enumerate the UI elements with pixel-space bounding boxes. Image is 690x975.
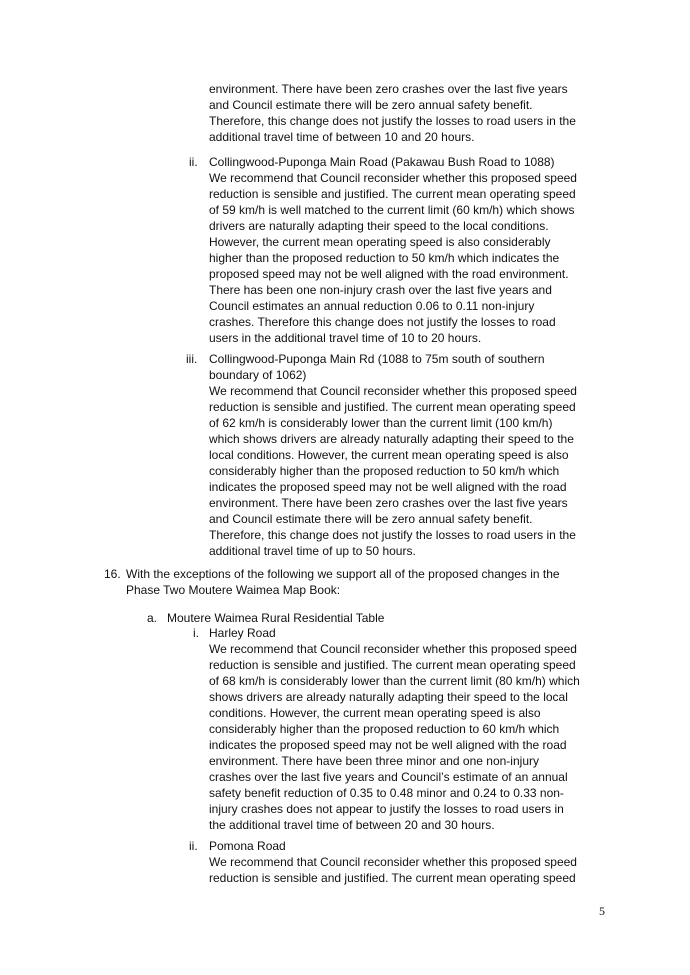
text-line: users in the additional travel time of 10 to 20 hours. xyxy=(209,331,482,345)
text-line: There has been one non-injury crash over the last five years and xyxy=(209,283,552,297)
text-line: However, the current mean operating speed is also considerably xyxy=(209,235,551,249)
list-marker: a. xyxy=(147,611,158,625)
text-line: crashes. Therefore this change does not justify the losses to road xyxy=(209,315,556,329)
item-title: Collingwood-Puponga Main Road (Pakawau Bush Road to 1088) xyxy=(209,155,555,169)
text-line: of 62 km/h is considerably lower than the current limit (100 km/h) xyxy=(209,416,553,430)
text-line: indicates the proposed speed may not be well aligned with the road xyxy=(209,480,567,494)
text-line: local conditions. However, the current mean operating speed is also xyxy=(209,448,569,462)
text-line: safety benefit reduction of 0.35 to 0.48 minor and 0.24 to 0.33 non- xyxy=(209,786,564,800)
text-line: higher than the proposed reduction to 50 km/h which indicates the xyxy=(209,251,560,265)
text-line: reduction is sensible and justified. The current mean operating speed xyxy=(209,187,576,201)
list-marker: iii. xyxy=(186,352,198,366)
item-title: Pomona Road xyxy=(209,839,286,853)
page-number: 5 xyxy=(599,904,605,918)
text-line: reduction is sensible and justified. The current mean operating speed xyxy=(209,658,576,672)
text-line: considerably higher than the proposed reduction to 60 km/h which xyxy=(209,722,560,736)
text-line: We recommend that Council reconsider whether this proposed speed xyxy=(209,171,577,185)
text-line: crashes over the last five years and Council’s estimate of an annual xyxy=(209,770,568,784)
text-line: We recommend that Council reconsider whether this proposed speed xyxy=(209,384,577,398)
text-line: Phase Two Moutere Waimea Map Book: xyxy=(126,583,341,597)
text-line: shows drivers are already naturally adapting their speed to the local xyxy=(209,690,568,704)
text-line: drivers are naturally adapting their speed to the local conditions. xyxy=(209,219,549,233)
text-line: and Council estimate there will be zero annual safety benefit. xyxy=(209,512,533,526)
text-line: reduction is sensible and justified. The current mean operating speed xyxy=(209,400,576,414)
section-heading: Moutere Waimea Rural Residential Table xyxy=(167,611,385,625)
text-line: considerably higher than the proposed reduction to 50 km/h which xyxy=(209,464,560,478)
text-line: the additional travel time of between 20 and 30 hours. xyxy=(209,818,495,832)
text-line: conditions. However, the current mean operating speed is also xyxy=(209,706,541,720)
text-line: injury crashes does not appear to justify the losses to road users in xyxy=(209,802,564,816)
text-line: and Council estimate there will be zero annual safety benefit. xyxy=(209,98,533,112)
item-title: Collingwood-Puponga Main Rd (1088 to 75m south of southern xyxy=(209,352,545,366)
text-line: With the exceptions of the following we support all of the proposed changes in the xyxy=(126,567,560,581)
paragraph-number: 16. xyxy=(104,567,121,581)
text-line: We recommend that Council reconsider whether this proposed speed xyxy=(209,855,577,869)
text-line: additional travel time of between 10 and 20 hours. xyxy=(209,130,475,144)
text-line: indicates the proposed speed may not be well aligned with the road xyxy=(209,738,567,752)
text-line: Therefore, this change does not justify the losses to road users in the xyxy=(209,114,576,128)
list-marker: ii. xyxy=(189,839,198,853)
text-line: which shows drivers are already naturally adapting their speed to the xyxy=(209,432,574,446)
text-line: of 68 km/h is considerably lower than the current limit (80 km/h) which xyxy=(209,674,580,688)
text-line: Council estimates an annual reduction 0.06 to 0.11 non-injury xyxy=(209,299,535,313)
text-line: reduction is sensible and justified. The current mean operating speed xyxy=(209,871,576,885)
text-line: environment. There have been zero crashes over the last five years xyxy=(209,496,568,510)
item-title: boundary of 1062) xyxy=(209,368,307,382)
list-marker: ii. xyxy=(189,155,198,169)
text-line: of 59 km/h is well matched to the current limit (60 km/h) which shows xyxy=(209,203,575,217)
text-line: environment. There have been three minor and one non-injury xyxy=(209,754,539,768)
text-line: proposed speed may not be well aligned with the road environment. xyxy=(209,267,569,281)
text-line: additional travel time of up to 50 hours. xyxy=(209,544,416,558)
item-title: Harley Road xyxy=(209,626,276,640)
text-line: We recommend that Council reconsider whether this proposed speed xyxy=(209,642,577,656)
list-marker: i. xyxy=(193,626,199,640)
text-line: environment. There have been zero crashes over the last five years xyxy=(209,82,568,96)
text-line: Therefore, this change does not justify the losses to road users in the xyxy=(209,528,576,542)
